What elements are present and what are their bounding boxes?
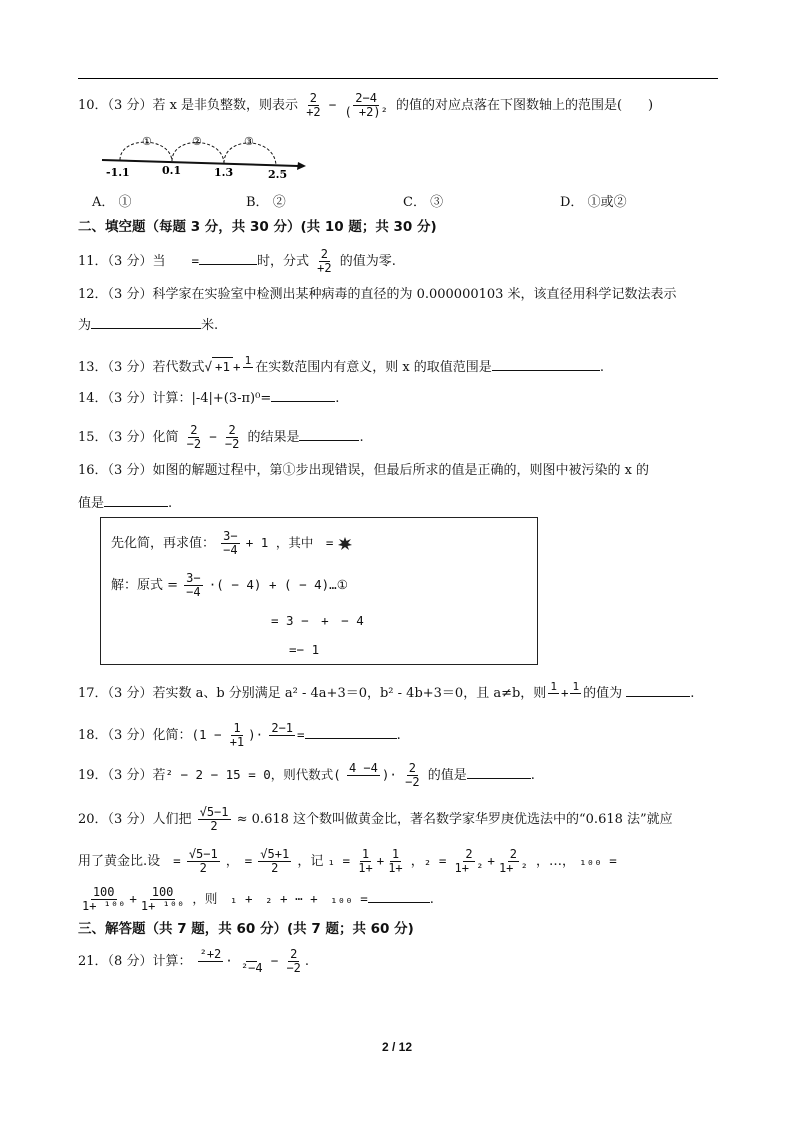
answer-blank (626, 684, 690, 697)
answer-blank (368, 890, 430, 903)
q10-option-b: B． ② (246, 195, 286, 210)
question-20-line-3: $\frac{100}{\text{1+ ¹⁰⁰}}$ + $\frac{100}{\text{1+ ¹⁰⁰}}$ ，则 ₁ + ₂ + ⋯ + ₁₀₀ = . (82, 885, 434, 913)
question-14: 14．（3 分）计算：|-4|+(3-π)⁰= . (78, 391, 340, 406)
question-10: 10．（3 分）若 x 是非负整数，则表示 $\frac{2}{+2}$ − $\frac{2-4}{\text{( +2)²}}$ 的值的对应点落在下图数轴上的范围是( ) (78, 91, 654, 119)
box-line-2: 解：原式 = $\frac{3-}{-4}$ ·( − 4) + ( − 4)…① (111, 571, 348, 599)
question-15: 15．（3 分）化简 $\frac{2}{-2}$ − $\frac{2}{-2}$ 的结果是 . (78, 423, 364, 451)
arc-label-2: ② (192, 135, 202, 148)
q10-option-d: D． ①或② (560, 195, 627, 210)
ink-blot-icon (338, 537, 352, 551)
question-12: 12．（3 分）科学家在实验室中检测出某种病毒的直径的为 0.000000103 米，该直径用科学记数法表示 (78, 287, 677, 302)
tick-label: 1.3 (214, 166, 234, 179)
answer-blank (199, 252, 257, 265)
question-12-line-2: 为 米. (78, 318, 219, 333)
tick-label: -1.1 (106, 166, 130, 179)
question-20: 20．（3 分）人们把 $\frac{√5-1}{2}$ ≈ 0.618 这个数叫做黄金比，著名数学家华罗庚优选法中的“0.618 法”就应 (78, 805, 673, 833)
box-line-4: =− 1 (289, 642, 320, 657)
number-line-figure (100, 128, 310, 180)
tick-label: 2.5 (268, 168, 288, 180)
question-18: 18．（3 分）化简：(1 − $\frac{1}{+1}$ )· 2−1 = . (78, 721, 401, 749)
q10-option-a: A． ① (92, 195, 132, 210)
question-21: 21．（8 分）计算： ²+2 · ²−4 − $\frac{2}{-2}$ . (78, 947, 310, 975)
answer-blank (305, 726, 397, 739)
q10-option-c: C． ③ (403, 195, 444, 210)
answer-blank (271, 389, 335, 402)
q10-fraction-2: $\frac{2-4}{\text{( +2)²}}$ (344, 91, 388, 119)
question-16: 16．（3 分）如图的解题过程中，第①步出现错误，但最后所求的值是正确的，则图中被污染的 x 的 (78, 463, 650, 478)
section-2-heading: 二、填空题（每题 3 分，共 30 分）(共 10 题；共 30 分) (78, 219, 437, 235)
answer-blank (104, 494, 168, 507)
arc-label-3: ③ (244, 135, 254, 148)
answer-blank (492, 358, 600, 371)
question-11: 11．（3 分）当 = 时，分式 $\frac{2}{+2}$ 的值为零. (78, 247, 396, 275)
q10-fraction-1: $\frac{2}{+2}$ (306, 91, 321, 119)
box-line-1: 先化简，再求值： $\frac{3-}{-4}$ + 1 ，其中 = (111, 530, 352, 557)
answer-blank (91, 316, 201, 329)
question-19: 19．（3 分）若² − 2 − 15 = 0，则代数式( 4 −4 )· $\frac{2}{-2}$ 的值是 . (78, 761, 535, 789)
q10-stem: 10．（3 分）若 x 是非负整数，则表示 (78, 98, 299, 113)
answer-blank (467, 766, 531, 779)
box-line-3: = 3 − + − 4 (271, 613, 364, 628)
solution-box (100, 517, 538, 665)
question-17: 17．（3 分）若实数 a、b 分别满足 a² - 4a+3＝0，b² - 4b+3＝0，且 a≠b，则 1 + 1 的值为 . (78, 680, 695, 701)
answer-blank (299, 428, 359, 441)
page-number: 2 / 12 (381, 1040, 413, 1054)
header-rule (78, 78, 718, 79)
q10-suffix: 的值的对应点落在下图数轴上的范围是( ) (395, 98, 654, 113)
tick-label: 0.1 (162, 164, 182, 177)
question-20-line-2: 用了黄金比.设 = $\frac{√5-1}{2}$ ， = $\frac{√5+1}{2}$ ，记 ₁ = $\frac{1}{1+}$ + $\frac{1}{1+}$ ，₂ = $\frac{2}{\text{1+ ²}}$ + $\frac{2}{\text{1+ ²}}$ ，…， ₁₀₀ = (78, 847, 617, 875)
question-16-line-2: 值是 . (78, 496, 173, 511)
question-13: 13．（3 分）若代数式√ +1 + 1 在实数范围内有意义，则 x 的取值范围是 . (78, 354, 604, 375)
arc-label-1: ① (142, 135, 152, 148)
section-3-heading: 三、解答题（共 7 题，共 60 分）(共 7 题；共 60 分) (78, 921, 414, 937)
